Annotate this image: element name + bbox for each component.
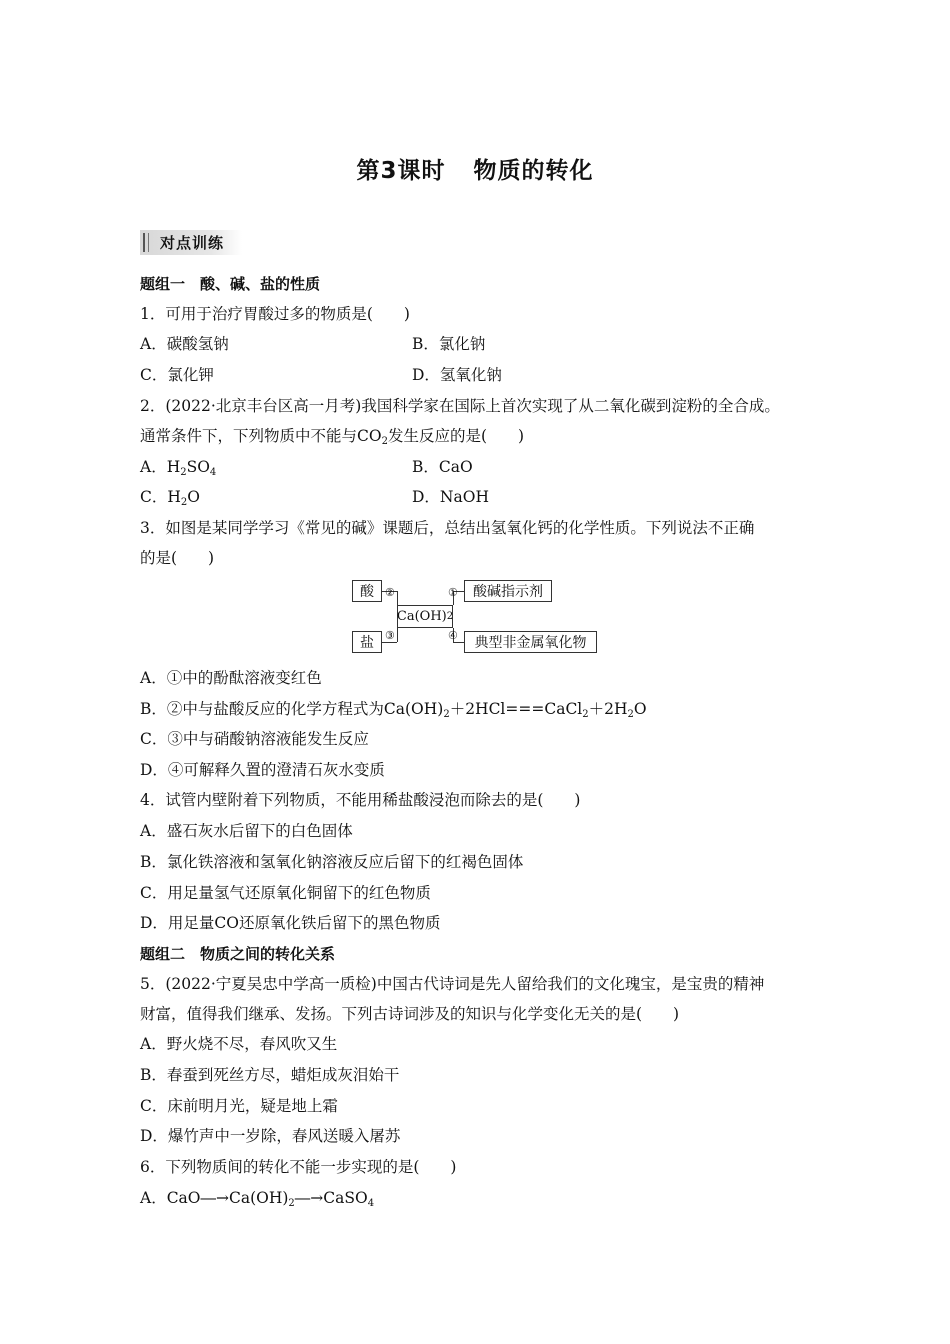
q2-option-c: C．$H_2O$ — [140, 488, 200, 508]
caoh2-box: Ca(OH) 2 — [397, 605, 453, 628]
q3-option-b: B．②中与盐酸反应的化学方程式为$Ca(OH)_2+2HCl===CaCl_2+2H_2O$ — [140, 700, 647, 720]
group2-heading: 题组二 物质之间的转化关系 — [140, 945, 336, 963]
q5-option-c: C．床前明月光，疑是地上霜 — [140, 1097, 338, 1115]
q6-stem: 6．下列物质间的转化不能一步实现的是( ) — [140, 1158, 457, 1176]
q3-option-a: A．①中的酚酞溶液变红色 — [140, 669, 322, 687]
q3-option-d: D．④可解释久置的澄清石灰水变质 — [140, 761, 385, 779]
indicator-box: 酸碱指示剂 — [464, 580, 552, 602]
q6-option-a: A．$CaO―\to Ca(OH)_2―\to CaSO_4$ — [140, 1189, 375, 1209]
q5-option-d: D．爆竹声中一岁除，春风送暖入屠苏 — [140, 1127, 401, 1145]
page-title: 第3课时 物质的转化 — [356, 158, 594, 184]
q4-option-d: D．用足量CO还原氧化铁后留下的黑色物质 — [140, 914, 441, 932]
q2-stem-line1: 2．(2022·北京丰台区高一月考)我国科学家在国际上首次实现了从二氧化碳到淀粉的全合成。 — [140, 397, 780, 415]
q1-option-a: A．碳酸氢钠 — [140, 335, 229, 353]
marker-2: ② — [385, 586, 395, 599]
badge-bar — [148, 233, 149, 252]
q3-stem-line1: 3．如图是某同学学习《常见的碱》课题后，总结出氢氧化钙的化学性质。下列说法不正确 — [140, 519, 755, 537]
q1-stem: 1．可用于治疗胃酸过多的物质是( ) — [140, 305, 410, 323]
q2-stem-line2: 通常条件下，下列物质中不能与$CO_2$发生反应的是( ) — [140, 427, 525, 447]
connector-line — [453, 642, 464, 643]
q1-option-b: B．氯化钠 — [412, 335, 486, 353]
q5-option-a: A．野火烧不尽，春风吹又生 — [140, 1035, 338, 1053]
marker-3: ③ — [385, 629, 395, 642]
group1-heading: 题组一 酸、碱、盐的性质 — [140, 275, 321, 293]
oxide-box: 典型非金属氧化物 — [464, 631, 597, 653]
salt-box: 盐 — [352, 631, 382, 653]
q1-option-d: D．氢氧化钠 — [412, 366, 502, 384]
section-badge — [140, 230, 242, 255]
q5-option-b: B．春蚕到死丝方尽，蜡炬成灰泪始干 — [140, 1066, 400, 1084]
badge-bar — [143, 233, 145, 252]
q4-stem: 4．试管内壁附着下列物质，不能用稀盐酸浸泡而除去的是( ) — [140, 791, 581, 809]
caoh2-properties-diagram — [352, 580, 598, 656]
connector-line — [397, 628, 398, 642]
q1-option-c: C．氯化钾 — [140, 366, 214, 384]
connector-line — [397, 591, 398, 605]
acid-box: 酸 — [352, 580, 382, 602]
q5-stem-line1: 5．(2022·宁夏吴忠中学高一质检)中国古代诗词是先人留给我们的文化瑰宝，是宝贵的精神 — [140, 975, 765, 993]
q2-option-a: A．$H_2SO_4$ — [140, 458, 217, 478]
q3-stem-line2: 的是( ) — [140, 549, 215, 567]
q4-option-c: C．用足量氢气还原氧化铜留下的红色物质 — [140, 884, 431, 902]
q3-option-c: C．③中与硝酸钠溶液能发生反应 — [140, 730, 369, 748]
marker-1: ① — [448, 586, 458, 599]
q5-stem-line2: 财富，值得我们继承、发扬。下列古诗词涉及的知识与化学变化无关的是( ) — [140, 1005, 680, 1023]
q2-option-d: D．NaOH — [412, 488, 489, 506]
badge-label: 对点训练 — [160, 234, 225, 252]
marker-4: ④ — [448, 629, 458, 642]
connector-line — [382, 642, 397, 643]
q4-option-a: A．盛石灰水后留下的白色固体 — [140, 822, 353, 840]
q4-option-b: B．氯化铁溶液和氢氧化钠溶液反应后留下的红褐色固体 — [140, 853, 524, 871]
q2-option-b: B．CaO — [412, 458, 473, 476]
